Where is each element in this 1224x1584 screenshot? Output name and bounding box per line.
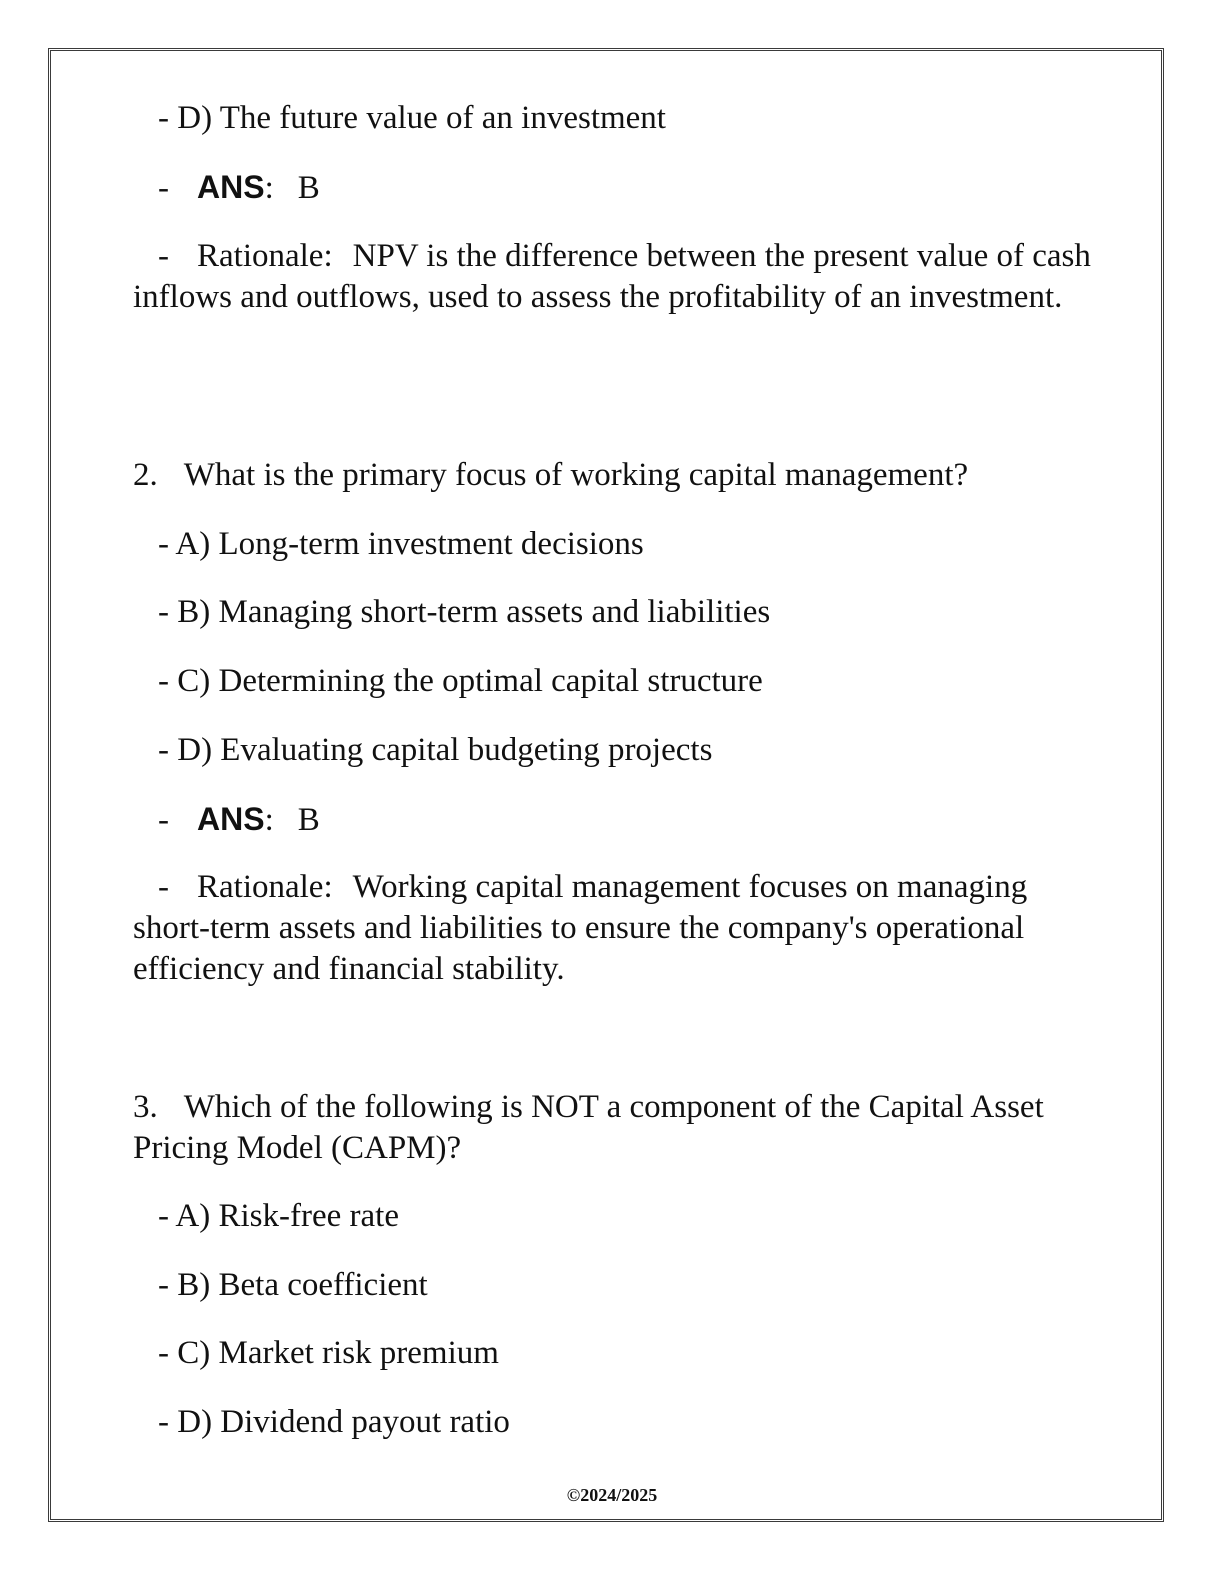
footer-copyright: ©2024/2025	[566, 1485, 658, 1505]
q2-rationale	[133, 867, 1093, 990]
q2-number: 2.	[133, 457, 158, 493]
q3-number: 3.	[133, 1089, 158, 1125]
q1-answer-label: ANS	[197, 169, 265, 205]
q1-rationale-text: NPV is the difference between the present value of cash inflows and outflows, used to assess the profitability of an investment.	[133, 238, 1091, 315]
q2-question	[133, 455, 968, 496]
q2-rationale-text: Working capital management focuses on managing short-term assets and liabilities to ensure the company's operational efficiency and financial stability.	[133, 869, 1028, 987]
q3-option-a: - A) Risk-free rate	[158, 1198, 399, 1234]
q1-answer-dash: -	[158, 170, 169, 206]
q2-option-b: - B) Managing short-term assets and liabilities	[158, 594, 771, 630]
q2-rationale-label: Rationale:	[197, 869, 333, 905]
q1-rationale	[133, 236, 1093, 318]
q2-option-a: - A) Long-term investment decisions	[158, 526, 644, 562]
q2-answer-dash: -	[158, 802, 169, 838]
q3-option-c: - C) Market risk premium	[158, 1335, 499, 1371]
q3-question-text: Which of the following is NOT a component of the Capital Asset Pricing Model (CAPM)?	[133, 1089, 1044, 1166]
q1-rationale-dash: -	[158, 238, 169, 274]
q2-option-d: - D) Evaluating capital budgeting projects	[158, 732, 713, 768]
q3-question	[133, 1087, 1063, 1169]
q1-answer	[158, 167, 320, 209]
q3-option-b: - B) Beta coefficient	[158, 1267, 428, 1303]
q2-answer-label: ANS	[197, 801, 265, 837]
q1-option-d: - D) The future value of an investment	[158, 100, 666, 136]
q2-rationale-dash: -	[158, 869, 169, 905]
q3-option-d: - D) Dividend payout ratio	[158, 1404, 510, 1440]
q1-answer-colon: :	[264, 170, 274, 206]
q2-answer	[158, 799, 320, 841]
q2-answer-value: B	[297, 802, 320, 838]
q1-rationale-label: Rationale:	[197, 238, 333, 274]
q2-question-text: What is the primary focus of working capital management?	[183, 457, 969, 493]
q1-answer-value: B	[297, 170, 320, 206]
q2-answer-colon: :	[264, 802, 274, 838]
q2-option-c: - C) Determining the optimal capital structure	[158, 663, 763, 699]
